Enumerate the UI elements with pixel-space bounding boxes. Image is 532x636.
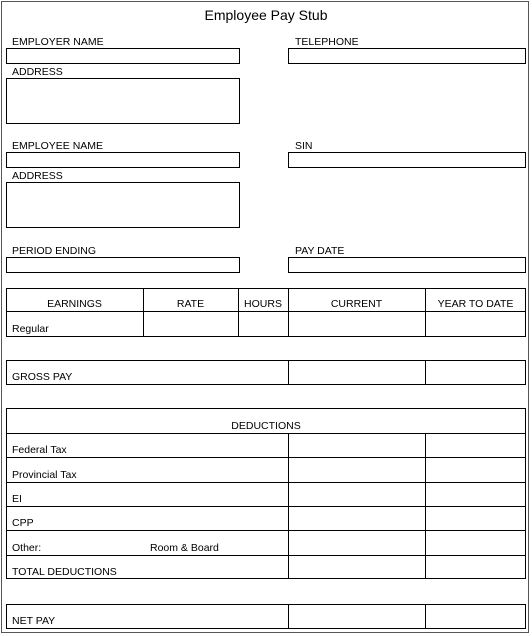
gross-pay-col-divider xyxy=(425,360,426,385)
net-pay-label: NET PAY xyxy=(12,615,56,627)
gross-pay-row xyxy=(6,360,526,385)
employee-name-label: EMPLOYEE NAME xyxy=(12,140,104,152)
pay-date-label: PAY DATE xyxy=(295,245,345,257)
gross-pay-label: GROSS PAY xyxy=(12,371,73,383)
employer-address-field[interactable] xyxy=(6,78,240,124)
employee-name-field[interactable] xyxy=(6,152,240,168)
employer-address-label: ADDRESS xyxy=(12,66,63,78)
gross-pay-col-divider xyxy=(288,360,289,385)
employer-name-label: EMPLOYER NAME xyxy=(12,36,104,48)
earnings-col-divider xyxy=(238,288,239,337)
earnings-col-divider xyxy=(143,288,144,337)
page-title: Employee Pay Stub xyxy=(204,7,328,23)
deduction-row-divider xyxy=(6,506,526,507)
deduction-row-divider xyxy=(6,530,526,531)
net-pay-col-divider xyxy=(425,604,426,629)
net-pay-row xyxy=(6,604,526,629)
employee-address-label: ADDRESS xyxy=(12,170,63,182)
ei-label: EI xyxy=(12,493,22,505)
current-header: CURRENT xyxy=(330,298,383,310)
employee-address-field[interactable] xyxy=(6,182,240,228)
deduction-row-divider xyxy=(6,457,526,458)
deductions-header-divider xyxy=(6,433,526,434)
telephone-field[interactable] xyxy=(288,48,526,64)
earnings-col-divider xyxy=(425,288,426,337)
rate-header: RATE xyxy=(176,298,205,310)
total-deductions-label: TOTAL DEDUCTIONS xyxy=(12,566,117,578)
room-and-board-label: Room & Board xyxy=(150,542,219,554)
earnings-col-divider xyxy=(288,288,289,337)
cpp-label: CPP xyxy=(12,517,34,529)
provincial-tax-label: Provincial Tax xyxy=(12,469,77,481)
sin-label: SIN xyxy=(295,140,313,152)
employer-name-field[interactable] xyxy=(6,48,240,64)
deductions-title: DEDUCTIONS xyxy=(231,420,301,432)
earnings-header: EARNINGS xyxy=(47,298,102,310)
pay-date-field[interactable] xyxy=(288,257,526,273)
net-pay-col-divider xyxy=(288,604,289,629)
earnings-header-divider xyxy=(6,311,526,312)
regular-row-label: Regular xyxy=(12,323,49,335)
deduction-row-divider xyxy=(6,482,526,483)
earnings-table xyxy=(6,288,526,337)
deduction-row-divider xyxy=(6,555,526,556)
telephone-label: TELEPHONE xyxy=(295,36,359,48)
year-to-date-header: YEAR TO DATE xyxy=(437,298,514,310)
other-label: Other: xyxy=(12,542,42,554)
federal-tax-label: Federal Tax xyxy=(12,444,67,456)
period-ending-field[interactable] xyxy=(6,257,240,273)
hours-header: HOURS xyxy=(244,298,282,310)
period-ending-label: PERIOD ENDING xyxy=(12,245,97,257)
sin-field[interactable] xyxy=(288,152,526,168)
